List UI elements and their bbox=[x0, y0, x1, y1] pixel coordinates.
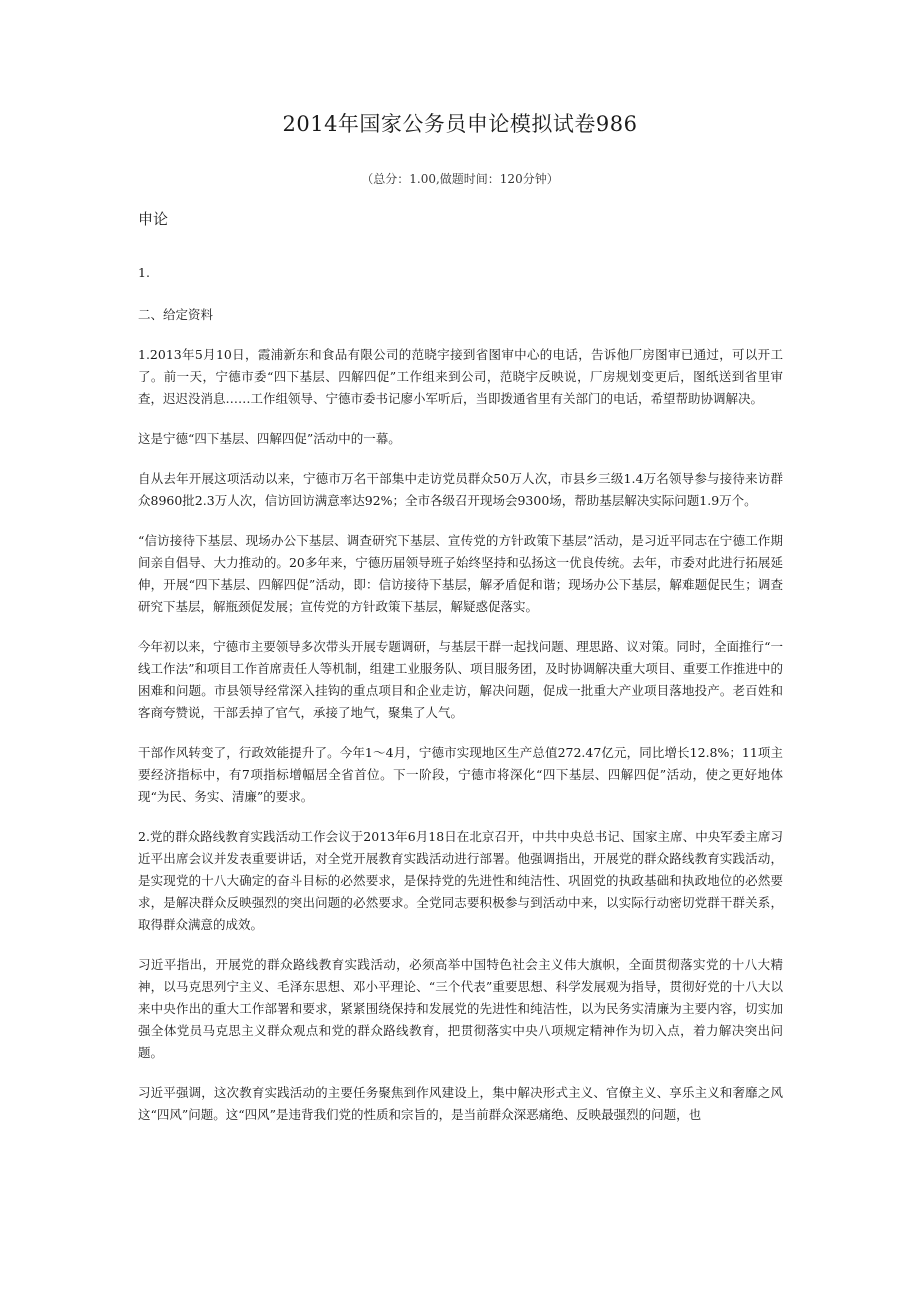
document-body bbox=[138, 262, 783, 1144]
exam-meta: （总分：1.00,做题时间：120分钟） bbox=[361, 172, 559, 186]
paragraph: 2.党的群众路线教育实践活动工作会议于2013年6月18日在北京召开，中共中央总书记、国家主席、中央军委主席习近平出席会议并发表重要讲话，对全党开展教育实践活动进行部署。他强调指出，开展党的群众路线教育实践活动，是实现党的十八大确定的奋斗目标的必然要求，是保持党的先进性和纯洁性、巩固党的执政基础和执政地位的必然要求，是解决群众反映强烈的突出问题的必然要求。全党同志要积极参与到活动中来，以实际行动密切党群干群关系，取得群众满意的成效。 bbox=[138, 829, 783, 932]
paragraph: 1.2013年5月10日，霞浦新东和食品有限公司的范晓宇接到省图审中心的电话，告诉他厂房图审已通过，可以开工了。前一天，宁德市委“四下基层、四解四促”工作组来到公司，范晓宇反映说，厂房规划变更后，图纸送到省里审查，迟迟没消息……工作组领导、宁德市委书记廖小军听后，当即拨通省里有关部门的电话，希望帮助协调解决。 bbox=[138, 347, 783, 406]
paragraph: 这是宁德“四下基层、四解四促”活动中的一幕。 bbox=[138, 431, 401, 446]
paragraph: 自从去年开展这项活动以来，宁德市万名干部集中走访党员群众50万人次，市县乡三级1.4万名领导参与接待来访群众8960批2.3万人次，信访回访满意率达92%；全市各级召开现场会9300场，帮助基层解决实际问题1.9万个。 bbox=[138, 471, 783, 508]
paragraph: 习近平强调，这次教育实践活动的主要任务聚焦到作风建设上，集中解决形式主义、官僚主义、享乐主义和奢靡之风这“四风”问题。这“四风”是违背我们党的性质和宗旨的，是当前群众深恶痛绝、反映最强烈的问题，也 bbox=[138, 1085, 783, 1122]
paragraph: “信访接待下基层、现场办公下基层、调查研究下基层、宣传党的方针政策下基层”活动，是习近平同志在宁德工作期间亲自倡导、大力推动的。20多年来，宁德历届领导班子始终坚持和弘扬这一优良传统。去年，市委对此进行拓展延伸，开展“四下基层、四解四促”活动，即：信访接待下基层，解矛盾促和谐；现场办公下基层，解难题促民生；调查研究下基层，解瓶颈促发展；宣传党的方针政策下基层，解疑惑促落实。 bbox=[138, 533, 783, 614]
document-title: 2014年国家公务员申论模拟试卷986 bbox=[282, 112, 638, 136]
paragraph: 二、给定资料 bbox=[138, 307, 214, 322]
paragraph: 今年初以来，宁德市主要领导多次带头开展专题调研，与基层干群一起找问题、理思路、议对策。同时，全面推行“一线工作法”和项目工作首席责任人等机制，组建工业服务队、项目服务团，及时协调解决重大项目、重要工作推进中的困难和问题。市县领导经常深入挂钩的重点项目和企业走访，解决问题，促成一批重大产业项目落地投产。老百姓和客商夸赞说，干部丢掉了官气，承接了地气，聚集了人气。 bbox=[138, 639, 783, 720]
question-number: 1. bbox=[138, 265, 150, 280]
section-heading: 申论 bbox=[138, 210, 169, 228]
paragraph: 干部作风转变了，行政效能提升了。今年1～4月，宁德市实现地区生产总值272.47亿元，同比增长12.8%；11项主要经济指标中，有7项指标增幅居全省首位。下一阶段，宁德市将深化“四下基层、四解四促”活动，使之更好地体现“为民、务实、清廉”的要求。 bbox=[138, 745, 783, 804]
paragraph: 习近平指出，开展党的群众路线教育实践活动，必须高举中国特色社会主义伟大旗帜，全面贯彻落实党的十八大精神，以马克思列宁主义、毛泽东思想、邓小平理论、“三个代表”重要思想、科学发展观为指导，贯彻好党的十八大以来中央作出的重大工作部署和要求，紧紧围绕保持和发展党的先进性和纯洁性，以为民务实清廉为主要内容，切实加强全体党员马克思主义群众观点和党的群众路线教育，把贯彻落实中央八项规定精神作为切入点，着力解决突出问题。 bbox=[138, 957, 783, 1060]
